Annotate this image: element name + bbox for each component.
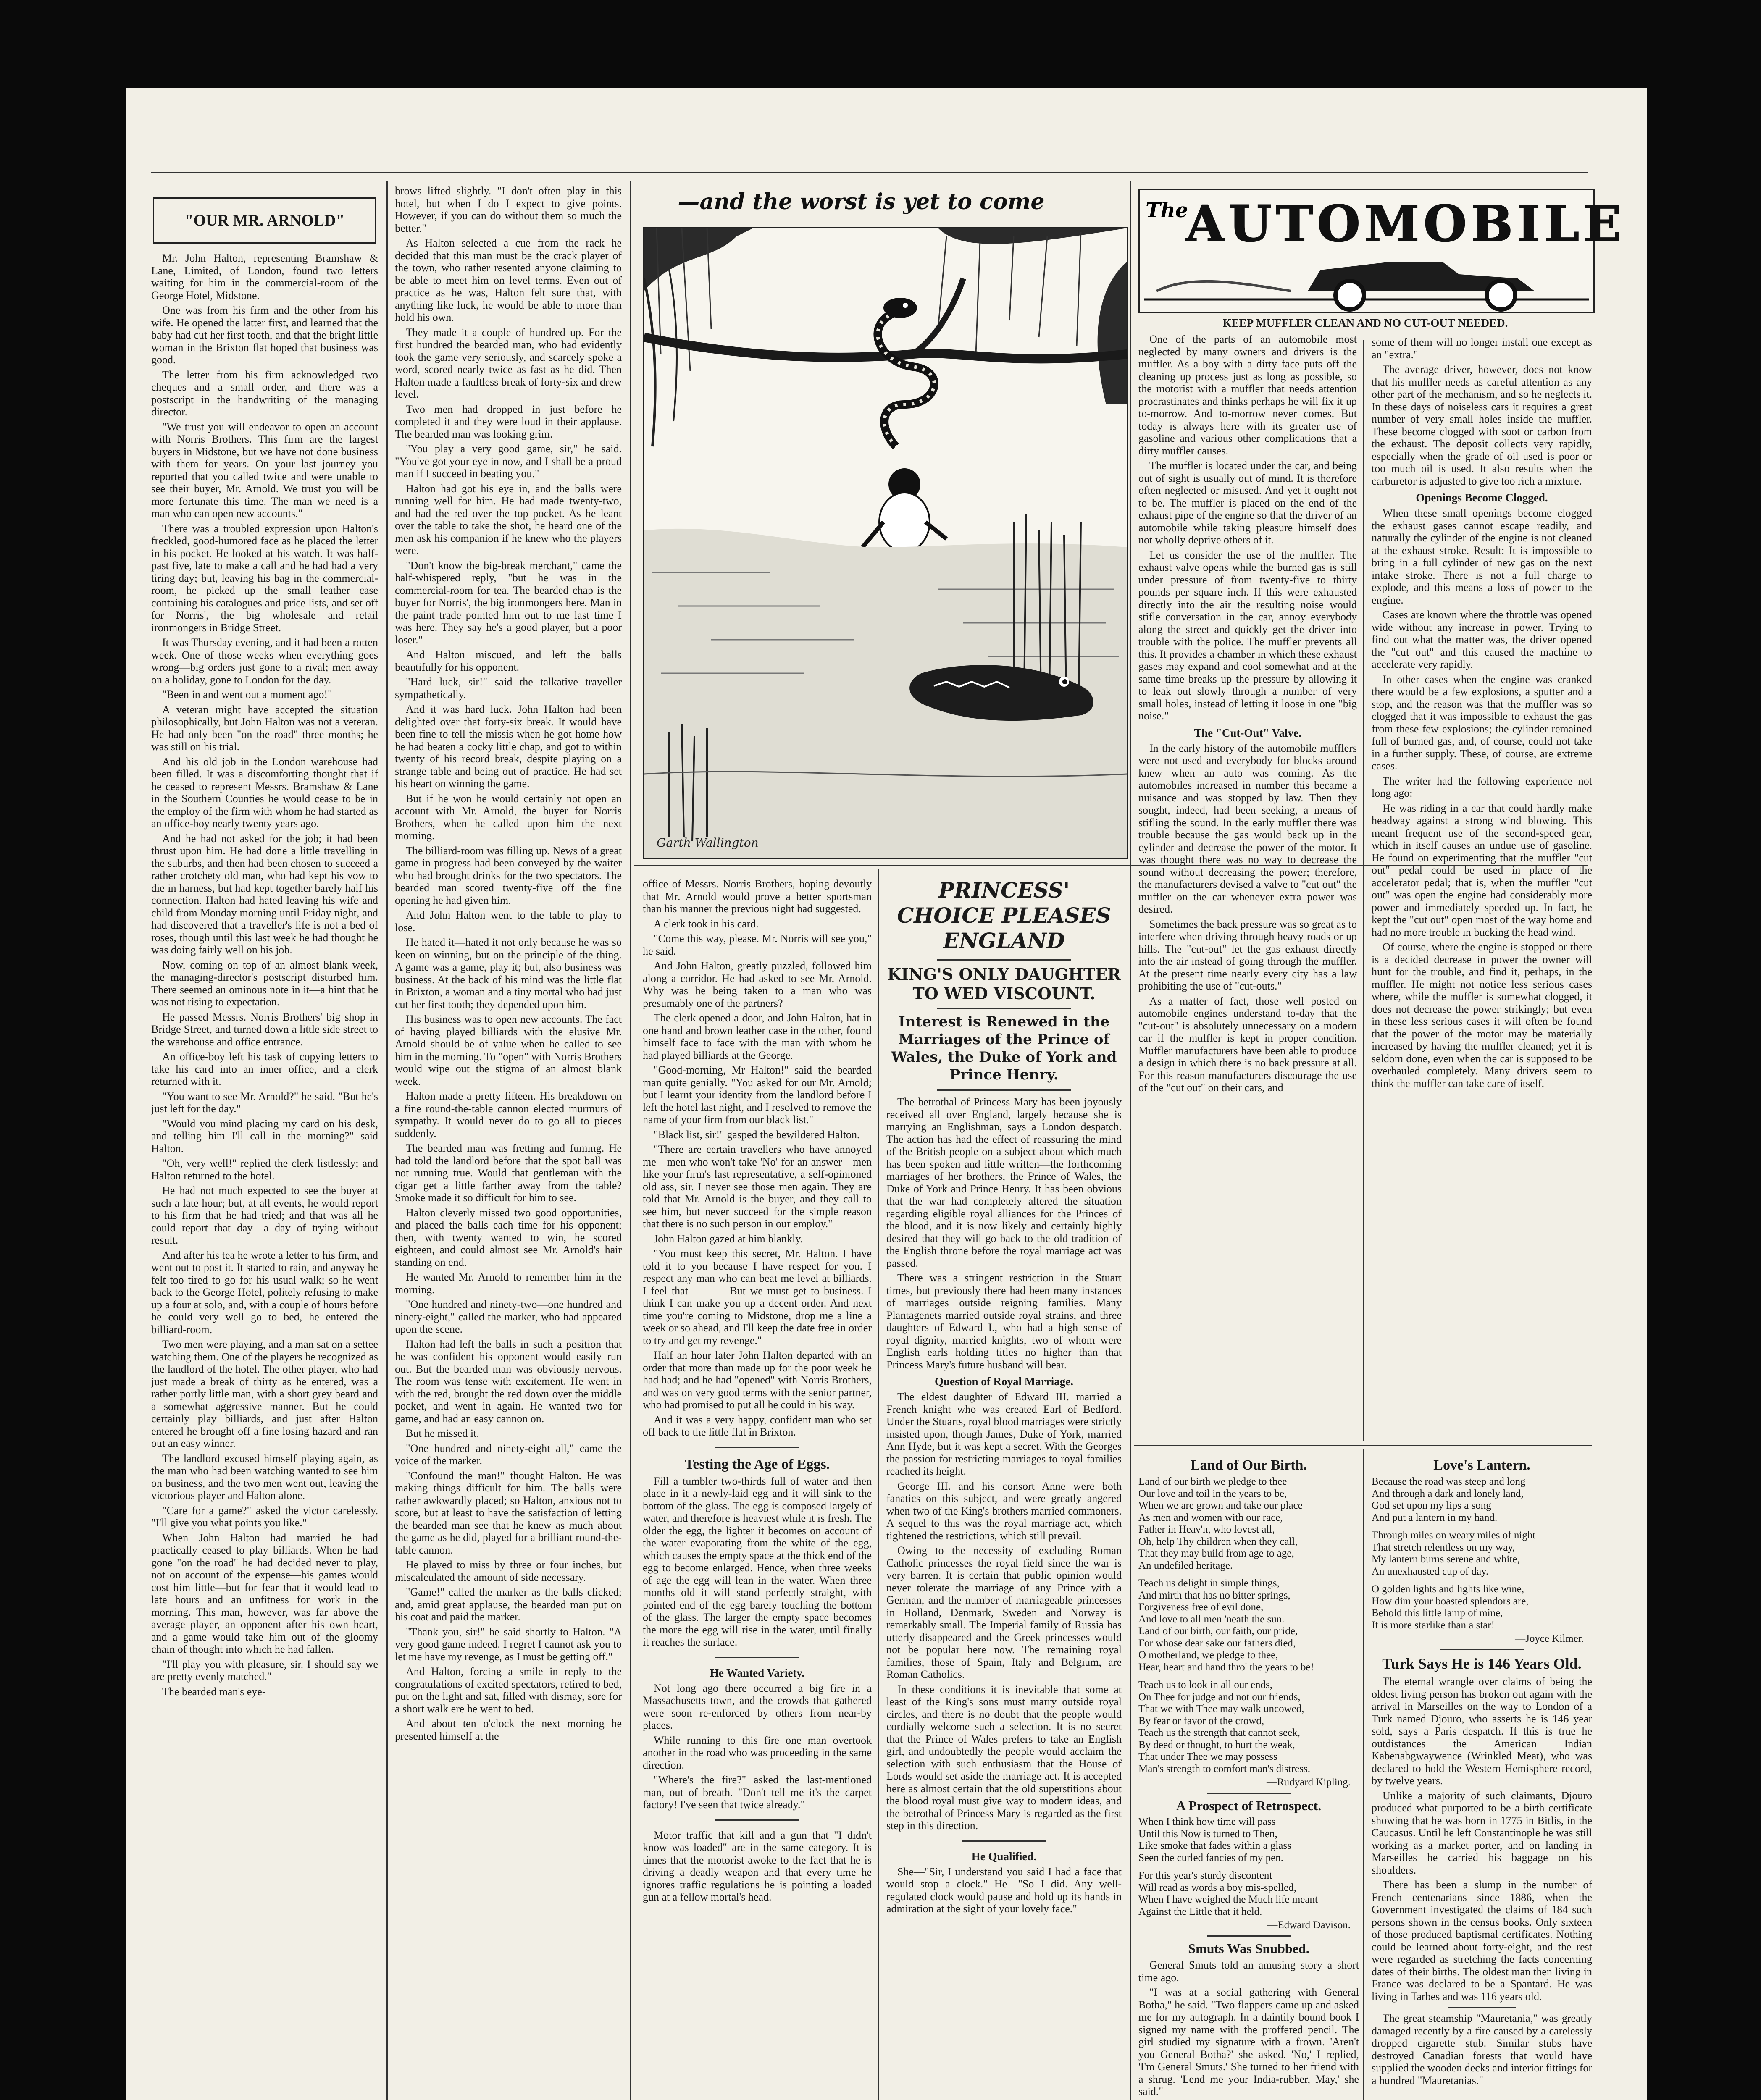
article-headline: He Qualified.: [971, 1850, 1037, 1863]
column-6-lower: [1372, 1453, 1592, 2100]
paragraph: As Halton selected a cue from the rack he decided that this man must be the crack player of the town, who rather resented anyone claiming to be able to meet him on level terms. Even out of practice as he was, Halton felt sure that, with anything like luck, he would be able to more than hold his own.: [395, 237, 622, 323]
column-4: [886, 878, 1122, 2100]
paragraph: She—"Sir, I understand you said I had a face that would stop a clock." He—"So I did. Any well-regulated clock would pause and hold up its hands in admiration at the sight of your lovely face.": [886, 1865, 1122, 1915]
headline-rule: [937, 959, 1071, 961]
headline-rule: [937, 1008, 1071, 1009]
paragraph: And he had not asked for the job; it had been thrust upon him. He had done a little travelling in the suburbs, and then had been chosen to succeed a rather crotchety old man, who had kept his vow to die in harness, but had kept together barely half his connection. Halton had hated leaving his wife and child from Monday morning until Friday night, and had discovered that a traveller's life is not a bed of roses, though until this last week he had thought he was doing fairly well on his job.: [151, 832, 378, 956]
article-variety: [643, 1682, 872, 1811]
paragraph: office of Messrs. Norris Brothers, hoping devoutly that Mr. Arnold would prove a better sportsman than his manner the previous night had suggested.: [643, 878, 872, 915]
paragraph: He played to miss by three or four inches, but miscalculated the amount of side necessary.: [395, 1559, 622, 1583]
poem-line: Land of our birth, our faith, our pride,: [1138, 1625, 1298, 1637]
poem-line: For whose dear sake our fathers died,: [1138, 1637, 1296, 1649]
paragraph: some of them will no longer install one except as an "extra.": [1372, 336, 1592, 361]
paragraph: "Where's the fire?" asked the last-mentioned man, out of breath. "Don't tell me it's the carpet factory! I've seen that twice already.": [643, 1774, 872, 1811]
paragraph: The billiard-room was filling up. News of a great game in progress had been conveyed by the waiter who had brought drinks for the two spectators. The bearded man scored twenty-five off the fine opening he had given him.: [395, 844, 622, 906]
poem-line: [1138, 1673, 1359, 1679]
paragraph: The writer had the following experience not long ago:: [1372, 774, 1592, 799]
princess-subhead: KING'S ONLY DAUGHTER TO WED VISCOUNT.: [887, 965, 1121, 1003]
paragraph: When John Halton had married he had practically ceased to play billiards. When he had gone "on the road" he had decided never to play, not on account of the expense—his games would cost him little—but for fear that it would lead to late hours and an unfitness for work in the morning. This man, however, was far above the average player, an opponent after his own heart, and a game would take him out of the gloomy chain of thought into which he had fallen.: [151, 1531, 378, 1655]
paragraph: When these small openings become clogged the exhaust gases cannot escape readily, and naturally the cylinder of the engine is not cleaned at the exhaust stroke. Result: It is impossible to bring in a full cylinder of new gas on the next intake stroke. There is not a full charge to explode, and this means a loss of power to the engine.: [1372, 507, 1592, 606]
paragraph: And it was a very happy, confident man who set off back to the little flat in Brixton.: [643, 1413, 872, 1438]
poem-line: My lantern burns serene and white,: [1372, 1554, 1520, 1565]
poem-retrospect: [1138, 1816, 1359, 1918]
poem-line: [1372, 1524, 1592, 1530]
paragraph: He hated it—hated it not only because he was so keen on winning, but on the principle of the thing. A game was a game, play it; but, also business was business. At the back of his mind was the little flat in Brixton, a woman and a tiny mortal who had just cut her first tooth; they depended upon him.: [395, 936, 622, 1011]
poem-line: O motherland, we pledge to thee,: [1138, 1649, 1278, 1661]
section-rule: [1134, 1445, 1592, 1446]
poem-line: That they may build from age to age,: [1138, 1548, 1294, 1559]
paragraph: "Care for a game?" asked the victor carelessly. "I'll give you what points you like.": [151, 1504, 378, 1529]
article-royal-marriage: [886, 1391, 1122, 1832]
headline-rule: [937, 1089, 1071, 1091]
article-turk: [1372, 1675, 1592, 2087]
article-eggs: [643, 1475, 872, 1648]
princess-deck: Interest is Renewed in the Marriages of the Prince of Wales, the Duke of York and Prince Henry.: [891, 1013, 1117, 1083]
article-smuts: [1138, 1959, 1359, 2100]
poem-line: Because the road was steep and long: [1372, 1476, 1526, 1487]
paragraph: As a matter of fact, those well posted on automobile engines understand to-day that the "cut-out" is absolutely unnecessary on a modern car if the muffler is kept in proper condition. Muffler manufacturers have been able to produce a design in which there is no back pressure at all. For this reason manufacturers discourage the use of the "cut out" on their cars, and: [1138, 995, 1357, 1094]
paragraph: "You want to see Mr. Arnold?" he said. "But he's just left for the day.": [151, 1090, 378, 1115]
poem-line: That stretch relentless on my way,: [1372, 1541, 1515, 1553]
paragraph: "You play a very good game, sir," he said. "You've got your eye in now, and I shall be a proud man if I succeed in beating you.": [395, 443, 622, 480]
paragraph: Two men were playing, and a man sat on a settee watching them. One of the players he recognized as the landlord of the hotel. The other player, who had just made a break of thirty as he entered, was a rather portly little man, with a short grey beard and a somewhat aggressive manner. But he could certainly play billiards, and just after Halton entered he brought off a fine losing hazard and ran out an easy winner.: [151, 1338, 378, 1449]
car-icon: [1140, 249, 1593, 312]
paragraph: "I was at a social gathering with General Botha," he said. "Two flappers came up and asked me for my autograph. In a daintily bound book I signed my name with the proffered pencil. The girl studied my signature with a frown. 'Aren't you General Botha?' she asked. 'No,' I replied, 'I'm General Smuts.' She turned to her friend with a shrug. 'Lend me your India-rubber, May,' she said.": [1138, 1986, 1359, 2097]
poem-line: It is more starlike than a star!: [1372, 1619, 1495, 1631]
paragraph: He had not much expected to see the buyer at such a late hour; but, at all events, he would report to his firm that he had tried; and that was all he could report that day—a day of trying without result.: [151, 1184, 378, 1246]
article-muffler-continued: [1372, 336, 1592, 487]
poem-title: A Prospect of Retrospect.: [1176, 1798, 1322, 1813]
paragraph: And John Halton, greatly puzzled, followed him along a corridor. He had asked to see Mr. Arnold. Why was he being taken to a man who was presumably one of the partners?: [643, 960, 872, 1009]
poem-line: By fear or favor of the crowd,: [1138, 1715, 1264, 1727]
paragraph: Halton cleverly missed two good opportunities, and placed the balls each time for his opponent; then, with twenty wanted to win, he scored eighteen, and could almost see Mr. Arnold's hair standing on end.: [395, 1206, 622, 1268]
article-muffler: [1138, 333, 1357, 722]
poem-line: Against the Little that it held.: [1138, 1906, 1262, 1917]
story-title-box: "OUR MR. ARNOLD": [153, 197, 376, 244]
poem-title: Land of Our Birth.: [1190, 1457, 1307, 1473]
column-rule: [878, 869, 879, 2100]
paragraph: The betrothal of Princess Mary has been joyously received all over England, largely because she is marrying an Englishman, says a London despatch. The action has had the effect of reassuring the mind of the British people on a subject about which much has been spoken and little written—the forthcoming marriages of her brothers, the Prince of Wales, the Duke of York and Prince Henry. It has been obvious that the war had completely altered the situation regarding eligible royal alliances for the Princes of the blood, and it is now likely and certainly highly desired that they will go back to the old tradition of the English throne before the royal marriage act was passed.: [886, 1096, 1122, 1269]
paragraph: "One hundred and ninety-two—one hundred and ninety-eight," called the marker, who had appeared upon the scene.: [395, 1298, 622, 1335]
paragraph: He passed Messrs. Norris Brothers' big shop in Bridge Street, and turned down a little side street to the warehouse and office entrance.: [151, 1011, 378, 1048]
paragraph: He wanted Mr. Arnold to remember him in the morning.: [395, 1271, 622, 1296]
newspaper-page: [126, 88, 1647, 2100]
column-rule: [1363, 340, 1364, 1441]
column-rule: [630, 181, 631, 2100]
poem-line: That we with Thee may walk uncowed,: [1138, 1703, 1304, 1714]
article-rule: [715, 1447, 799, 1448]
cartoon-illustration: [643, 227, 1128, 859]
article-rule: [715, 1819, 799, 1821]
paragraph: The average driver, however, does not know that his muffler needs as careful attention as any other part of the mechanism, and so he neglects it. In these days of noiseless cars it requires a great number of very small holes inside the muffler. These become clogged with soot or carbon from the exhaust. The deposit collects very rapidly, especially when the grade of oil used is poor or too much oil is used. It also results when the carburetor is adjusted to give too rich a mixture.: [1372, 363, 1592, 487]
column-2: [395, 185, 622, 2100]
paragraph: Halton had left the balls in such a position that he was confident his opponent would easily run out. But the bearded man was obviously nervous. The room was tense with excitement. He went in with the red, brought the red down over the middle pocket, and went in again. He wanted two for game, and had an easy cannon on.: [395, 1338, 622, 1425]
poem-author: —Edward Davison.: [1267, 1919, 1351, 1931]
paragraph: In these conditions it is inevitable that some at least of the King's sons must marry outside royal circles, and there is no doubt that the people would cordially welcome such a selection. It is no secret that the Prince of Wales prefers to take an English girl, and undoubtedly the people would acclaim the selection with such enthusiasm that the House of Lords would set aside the marriage act. It is accepted here as almost certain that the old superstitions about the blood royal must give way to modern ideas, and the betrothal of Princess Mary is regarded as the first step in this direction.: [886, 1683, 1122, 1832]
automobile-banner: [1138, 189, 1626, 313]
paragraph: An office-boy left his task of copying letters to take his card into an inner office, and a clerk returned with it.: [151, 1050, 378, 1087]
section-subhead: Openings Become Clogged.: [1416, 491, 1548, 504]
poem-line: Hear, heart and hand thro' the years to be!: [1138, 1661, 1314, 1673]
paragraph: In other cases when the engine was cranked there would be a few explosions, a sputter and a stop, and the reason was that the muffler was so clogged that it was impossible to exhaust the gas from these few explosions; the cylinder remained full of burned gas, and, of course, could not take in a further supply. These, of course, are extreme cases.: [1372, 673, 1592, 772]
poem-line: Seen the curled fancies of my pen.: [1138, 1852, 1284, 1864]
poem-line: Land of our birth we pledge to thee: [1138, 1476, 1287, 1487]
swamp-cartoon-drawing: [644, 228, 1127, 858]
paragraph: George III. and his consort Anne were both fanatics on this subject, and were greatly angered when two of the King's brothers married commoners. A sequel to this was the royal marriage act, which tightened the restrictions, which still prevail.: [886, 1480, 1122, 1542]
paragraph: And John Halton went to the table to play to lose.: [395, 909, 622, 934]
paragraph: General Smuts told an amusing story a short time ago.: [1138, 1959, 1359, 1984]
poem-line: That under Thee we may possess: [1138, 1751, 1277, 1762]
poem-line: An unexhausted cup of day.: [1372, 1565, 1489, 1577]
paragraph: "Been in and went out a moment ago!": [162, 688, 332, 701]
poem-line: Like smoke that fades within a glass: [1138, 1840, 1291, 1851]
poem-line: God set upon my lips a song: [1372, 1500, 1491, 1511]
paragraph: There has been a slump in the number of French centenarians since 1886, when the Government investigated the claims of 184 such persons shown in the census books. Only sixteen of those produced baptismal certificates. Nothing could be learned about forty-eight, and the rest were regarded as stretching the facts concerning dates of their births. The oldest man then living in France was declared to be a Spantard. He was living in Tarbes and was 116 years old.: [1372, 1879, 1592, 2003]
story-our-mr-arnold-part1: [151, 252, 378, 1698]
paragraph: Now, coming on top of an almost blank week, the managing-director's postscript disturbed him. There seemed an ominous note in it—a hint that he was not rising to expectation.: [151, 958, 378, 1008]
paragraph: "Hard luck, sir!" said the talkative traveller sympathetically.: [395, 676, 622, 701]
paragraph: One of the parts of an automobile most neglected by many owners and drivers is the muffler. As a boy with a dirty face puts off the cleaning up process just as long as possible, so the motorist with a muffler that needs attention procrastinates and thinks perhaps he will fix it up to-morrow. And to-morrow never comes. But today is always here with its greater use of gasoline and various other complications that a dirty muffler causes.: [1138, 333, 1357, 457]
poem-author: —Joyce Kilmer.: [1515, 1633, 1584, 1644]
poem-line: And mirth that has no bitter springs,: [1138, 1589, 1291, 1601]
poem-line: [1138, 1864, 1359, 1870]
poem-author: —Rudyard Kipling.: [1267, 1777, 1351, 1788]
poem-line: Oh, help Thy children when they call,: [1138, 1536, 1298, 1547]
paragraph: "Come this way, please. Mr. Norris will see you," he said.: [643, 932, 872, 957]
paragraph: The eldest daughter of Edward III. married a French knight who was created Earl of Bedford. Under the Stuarts, royal blood marriages were strictly insisted upon, though James, Duke of York, married Ann Hyde, but it was kept a secret. With the Georges the passion for restricting marriages to royal families reached its height.: [886, 1391, 1122, 1477]
paragraph: "There are certain travellers who have annoyed me—men who won't take 'No' for an answer—men like your firm's last representative, a self-opinioned old ass, sir. I never see those men again. They are told that Mr. Arnold is the buyer, and they call to see him, but never succeed for the simple reason that there is no such person in our employ.": [643, 1143, 872, 1230]
paragraph: Mr. John Halton, representing Bramshaw & Lane, Limited, of London, found two letters waiting for him in the commercial-room of the George Hotel, Midstone.: [151, 252, 378, 302]
article-rule: [962, 1840, 1046, 1842]
poem-line: And love to all men 'neath the sun.: [1138, 1613, 1285, 1625]
paragraph: His business was to open new accounts. The fact of having played billiards with the elusive Mr. Arnold should be of value when he called to see him in the morning. To "open" with Norris Brothers would wipe out the stigma of an almost blank week.: [395, 1013, 622, 1087]
column-5-lower: [1138, 1453, 1359, 2100]
poem-line: An undefiled heritage.: [1138, 1559, 1233, 1571]
paragraph: "You must keep this secret, Mr. Halton. I have told it to you because I have respect for you. I respect any man who can beat me level at billiards. I feel that ——— But we must get to business. I think I can make you up a decent order. And next time you're coming to Midstone, drop me a line a week or so ahead, and I'll keep the date free in order to try and get my revenge.": [643, 1247, 872, 1347]
cartoon-caption: —and the worst is yet to come: [678, 189, 1045, 215]
paragraph: The letter from his firm acknowledged two cheques and a small order, and there was a postscript in the handwriting of the managing director.: [151, 368, 378, 418]
article-qualified: [886, 1866, 1122, 1915]
paragraph: Fill a tumbler two-thirds full of water and then place in it a newly-laid egg and it will sink to the bottom of the glass. The egg is composed largely of water, and therefore is heaviest while it is fresh. The older the egg, the lighter it becomes on account of the water evaporating from the white of the egg, which causes the empty space at the thick end of the egg to become enlarged. Hence, when three weeks of age the egg will lean in the water. When three months old it will stand perfectly straight, with pointed end of the egg barely touching the bottom of the glass. The larger the empty space becomes the more the egg will rise in the water, until finally it reaches the surface.: [643, 1475, 872, 1648]
section-subhead: The "Cut-Out" Valve.: [1194, 726, 1301, 739]
paragraph: While running to this fire one man overtook another in the road who was proceeding in the same direction.: [643, 1734, 872, 1771]
paragraph: Halton made a pretty fifteen. His breakdown on a fine round-the-table cannon elected murmurs of sympathy. It would never do to go all to pieces suddenly.: [395, 1090, 622, 1139]
poem-line: Forgiveness free of evil done,: [1138, 1601, 1264, 1613]
column-6: [1372, 336, 1592, 1428]
paragraph: The bearded man's eye-: [162, 1685, 266, 1698]
paragraph: "Black list, sir!" gasped the bewildered Halton.: [654, 1128, 860, 1141]
top-rule: [151, 172, 1588, 173]
paragraph: "Oh, very well!" replied the clerk listlessly; and Halton returned to the hotel.: [151, 1157, 378, 1182]
poem-line: How dim your boasted splendors are,: [1372, 1595, 1529, 1607]
paragraph: Not long ago there occurred a big fire in a Massachusetts town, and the crowds that gathered were soon re-enforced by others from near-by places.: [643, 1682, 872, 1731]
paragraph: Half an hour later John Halton departed with an order that more than made up for the poor week he had had; and he had "opened" with Norris Brothers, and was on very good terms with the senior partner, who had promised to put all he could in his way.: [643, 1349, 872, 1411]
paragraph: Unlike a majority of such claimants, Djouro produced what purported to be a birth certificate showing that he was born in 1775 in Bitlis, in the Caucasus. Until he left Constantinople he was still working as a market porter, and on landing in Marseilles he carried his baggage on his shoulders.: [1372, 1789, 1592, 1876]
paragraph: Cases are known where the throttle was opened wide without any increase in power. Trying to find out what the matter was, the driver opened the "cut out" and this caused the machine to accelerate very rapidly.: [1372, 609, 1592, 670]
story-our-mr-arnold-part2: [395, 185, 622, 1742]
princess-headline: PRINCESS' CHOICE PLEASES ENGLAND: [897, 878, 1111, 953]
paragraph: There was a troubled expression upon Halton's freckled, good-humored face as he placed the letter in his pocket. He looked at his watch. It was half-past five, late to make a call and he had had a very tiring day; but, leaving his bag in the commercial-room, he picked up the small leather case containing his catalogues and price lists, and set off for Norris', the big wholesale and retail ironmongers in Bridge Street.: [151, 522, 378, 634]
paragraph: "Confound the man!" thought Halton. He was making things difficult for him. The balls were rather awkwardly placed; so Halton, anxious not to score, but at least to have the satisfaction of letting the bearded man see that he knew as much about the game as he did, played for a brilliant round-the-table cannon.: [395, 1469, 622, 1556]
paragraph: The landlord excused himself playing again, as the man who had been watching wanted to see him on business, and the two men went out, leaving the victorious player and Halton alone.: [151, 1452, 378, 1502]
paragraph: John Halton gazed at him blankly.: [654, 1232, 803, 1245]
paragraph: And his old job in the London warehouse had been filled. It was a discomforting thought that if he ceased to represent Messrs. Bramshaw & Lane in the Southern Counties he would cease to be in the employ of the firm with whom he had started as an office-boy nearly twenty years ago.: [151, 755, 378, 830]
poem-line: Father in Heav'n, who lovest all,: [1138, 1524, 1275, 1535]
poem-line: Teach us the strength that cannot seek,: [1138, 1727, 1300, 1738]
paragraph: But if he won he would certainly not open an account with Mr. Arnold, the buyer for Norris Brothers, when he called upon him the next morning.: [395, 792, 622, 842]
poem-line: Our love and toil in the years to be,: [1138, 1488, 1287, 1499]
paragraph: And Halton miscued, and left the balls beautifully for his opponent.: [395, 648, 622, 673]
paragraph: A clerk took in his card.: [654, 917, 759, 930]
poem-line: Will read as words a boy mis-spelled,: [1138, 1882, 1296, 1893]
cartoon-signature: Garth Wallington: [657, 836, 759, 850]
poem-land-of-our-birth: [1138, 1476, 1359, 1775]
paragraph: It was Thursday evening, and it had been a rotten week. One of those weeks when everything goes wrong—big orders just gone to a rival; men away on a holiday, gone to London for the day.: [151, 636, 378, 686]
article-motor: [643, 1829, 872, 1903]
article-rule: [1440, 1649, 1524, 1650]
poem-line: For this year's sturdy discontent: [1138, 1870, 1272, 1881]
paragraph: Motor traffic that kill and a gun that "I didn't know was loaded" are in the same category. It is times that the motorist awoke to the fact that he is driving a deadly weapon and that every time he ignores traffic regulations he is pointing a loaded gun at a fellow mortal's head.: [643, 1829, 872, 1903]
paragraph: "Good-morning, Mr Halton!" said the bearded man quite genially. "You asked for our Mr. Arnold; but I learnt your identity from the landlord before I left the hotel last night, and I resolved to remove the name of your firm from our black list.": [643, 1064, 872, 1126]
paragraph: The bearded man was fretting and fuming. He had told the landlord before that the spot ball was not running true. Would that gentleman with the cigar get a little farther away from the table? Smoke made it so difficult for him to see.: [395, 1142, 622, 1204]
poem-line: Man's strength to comfort man's distress.: [1138, 1763, 1310, 1774]
paragraph: One was from his firm and the other from his wife. He opened the latter first, and learned that the baby had cut her first tooth, and that the bright little woman in the Brixton flat hoped that business was good.: [151, 304, 378, 366]
paragraph: He was riding in a car that could hardly make headway against a strong wind blowing. This meant frequent use of the second-speed gear, which in itself causes an undue use of gasoline. He found on experimenting that the muffler "cut out" pedal could be used in place of the accelerator pedal; that is, when the muffler "cut out" was open the engine had considerably more power and immediately speeded up. In fact, he kept the "cut out" open most of the way home and had no more trouble in bucking the head wind.: [1372, 802, 1592, 938]
paragraph: Halton had got his eye in, and the balls were running well for him. He had made twenty-two, and had the red over the top pocket. As he leant over the table to take the shot, he heard one of the men ask his companion if he knew who the players were.: [395, 482, 622, 556]
paragraph: But he missed it.: [406, 1427, 479, 1439]
paragraph: "Would you mind placing my card on his desk, and telling him I'll call in the morning?" said Halton.: [151, 1117, 378, 1155]
paragraph: Let us consider the use of the muffler. The exhaust valve opens while the burned gas is still under pressure of from twenty-five to thirty pounds per square inch. If this were exhausted directly into the air the resulting noise would stifle conversation in the car, annoy everybody along the street and quickly get the driver into trouble with the police. The muffler prevents all this. It provides a chamber in which these exhaust gases may expand and cool somewhat and at the same time breaks up the pressure by allowing it to leak out slowly through a number of very small holes, instead of letting it loose in one "big noise.": [1138, 549, 1357, 722]
automobile-title: AUTOMOBILE: [1186, 194, 1626, 253]
section-subhead: Question of Royal Marriage.: [935, 1375, 1073, 1388]
column-rule: [386, 181, 388, 2100]
paragraph: "Don't know the big-break merchant," came the half-whispered reply, "but he was in the commercial-room for tea. The bearded chap is the buyer for Norris', the big ironmongers here. Man in the paint trade pointed him out to me last time I was here. They say he's a good player, but a poor loser.": [395, 559, 622, 646]
poem-line: Teach us to look in all our ends,: [1138, 1679, 1273, 1690]
paragraph: "I'll play you with pleasure, sir. I should say we are pretty evenly matched.": [151, 1658, 378, 1683]
article-rule: [1207, 1793, 1291, 1794]
paragraph: Two men had dropped in just before he completed it and they were loud in their applause. The bearded man was looking grim.: [395, 403, 622, 440]
article-rule: [715, 1657, 799, 1658]
poem-line: Behold this little lamp of mine,: [1372, 1607, 1503, 1619]
poem-line: By deed or thought, to hurt the weak,: [1138, 1739, 1295, 1751]
article-openings: [1372, 507, 1592, 1089]
poem-line: When I have weighed the Much life meant: [1138, 1894, 1318, 1905]
paragraph: "Game!" called the marker as the balls clicked; and, amid great applause, the bearded man put on his coat and paid the marker.: [395, 1586, 622, 1623]
paragraph: "Thank you, sir!" he said shortly to Halton. "A very good game indeed. I regret I cannot ask you to let me have my revenge, as I must be getting off.": [395, 1625, 622, 1663]
paragraph: The eternal wrangle over claims of being the oldest living person has broken out again with the arrival in Marseilles on the way to London of a Turk named Djouro, who asserts he is 146 year sold, says a Paris despatch. If this is true he outdistances the American Indian Kabenabgwaywence (Wrinkled Meat), who was declared to hold the Western Hemisphere record, by twelve years.: [1372, 1675, 1592, 1787]
poem-line: On Thee for judge and not our friends,: [1138, 1691, 1301, 1703]
poem-loves-lantern: [1372, 1476, 1592, 1631]
paragraph: The muffler is located under the car, and being out of sight is usually out of mind. It is therefore often neglected or misused. And yet it ought not to be. The muffler is placed on the end of the exhaust pipe of the engine so that the driver of an automobile while taking pleasure himself does not wholly deprive others of it.: [1138, 459, 1357, 546]
paragraph: They made it a couple of hundred up. For the first hundred the bearded man, who had evidently took the game very seriously, and scarcely spoke a word, scored nearly twice as fast as he did. Then Halton made a faultless break of forty-six and drew level.: [395, 326, 622, 400]
article-cut-out: [1138, 742, 1357, 1094]
paragraph: A veteran might have accepted the situation philosophically, but John Halton was not a veteran. He had only been "on the road" three months; he was still on his trial.: [151, 703, 378, 753]
column-3: [643, 878, 872, 2100]
poem-line: Until this Now is turned to Then,: [1138, 1828, 1277, 1840]
article-headline: Smuts Was Snubbed.: [1188, 1941, 1309, 1956]
paragraph: "One hundred and ninety-eight all," came the voice of the marker.: [395, 1442, 622, 1467]
automobile-subhead: KEEP MUFFLER CLEAN AND NO CUT-OUT NEEDED.: [1222, 317, 1508, 329]
column-1: [151, 185, 378, 2100]
poem-line: [1138, 1572, 1359, 1578]
paragraph: brows lifted slightly. "I don't often play in this hotel, but when I do I expect to give points. However, if you can do without them so much the better.": [395, 185, 622, 234]
paragraph: Owing to the necessity of excluding Roman Catholic princesses the royal field since the war is very barren. It is certain that public opinion would never tolerate the marriage of any Prince with a German, and the number of marriageable princesses in Holland, Denmark, Sweden and Norway is remarkably small. The Imperial family of Russia has utterly disappeared and the Greek princesses would not be popular here now. The remaining royal families, those of Spain, Italy and Belgium, are Roman Catholics.: [886, 1544, 1122, 1680]
poem-line: When we are grown and take our place: [1138, 1500, 1303, 1511]
poem-line: As men and women with our race,: [1138, 1512, 1283, 1523]
article-rule: [1448, 2007, 1516, 2008]
poem-line: O golden lights and lights like wine,: [1372, 1583, 1524, 1595]
column-rule: [1130, 181, 1131, 2100]
paragraph: And about ten o'clock the next morning he presented himself at the: [395, 1717, 622, 1742]
article-princess: [886, 1096, 1122, 1371]
story-our-mr-arnold-part3: [643, 878, 872, 1438]
paragraph: The clerk opened a door, and John Halton, hat in one hand and brown leather case in the other, found himself face to face with the man with whom he had played billiards at the George.: [643, 1012, 872, 1061]
poem-line: When I think how time will pass: [1138, 1816, 1276, 1827]
paragraph: Of course, where the engine is stopped or there is a decided decrease in power the owner will hunt for the trouble, and find it, perhaps, in the muffler. He might not notice less serious cases where, while the muffler is somewhat clogged, it does not decrease the power strikingly; but even in these less serious cases it will often be found that the power of the motor may be materially increased by having the muffler cleaned; yet it is seldom done, even when the car is supposed to be overhauled completely. Many drivers seem to think the muffler can take care of itself.: [1372, 941, 1592, 1089]
poem-title: Love's Lantern.: [1433, 1457, 1530, 1473]
poem-line: [1372, 1578, 1592, 1583]
automobile-title-prefix: The: [1146, 199, 1188, 222]
article-headline: Testing the Age of Eggs.: [684, 1456, 830, 1472]
paragraph: The great steamship "Mauretania," was greatly damaged recently by a fire caused by a carelessly dropped cigarette stub. Similar stubs have destroyed Canadian forests that would have supplied the wooden decks and interior fittings for a hundred "Mauretanias.": [1372, 2012, 1592, 2087]
article-rule: [1207, 1935, 1291, 1937]
article-headline: He Wanted Variety.: [710, 1666, 805, 1679]
paragraph: And after his tea he wrote a letter to his firm, and went out to post it. It started to rain, and anyway he felt too tired to go for his usual walk; so he went back to the George Hotel, politely refusing to make up a four at solo, and, with a couple of hours before he could very well go to bed, he entered the billiard-room.: [151, 1249, 378, 1336]
paragraph: And Halton, forcing a smile in reply to the congratulations of excited spectators, retired to bed, put on the light and sat, filled with dismay, sore for a short walk ere he went to bed.: [395, 1665, 622, 1715]
poem-line: Teach us delight in simple things,: [1138, 1578, 1280, 1589]
paragraph: In the early history of the automobile mufflers were not used and everybody for blocks around knew when an auto was coming. As the automobiles increased in number this became a nuisance and was stopped by law. Then they sought, indeed, had been seeking, a means of stifling the sound. In the early muffler there was trouble because the gas would back up in the cylinder and decrease the power of the motor. It was thought there was no way to decrease the sound without decreasing the power; therefore, the manufacturers devised a valve to "cut out" the muffler on the car whenever extra power was desired.: [1138, 742, 1357, 915]
article-headline: Turk Says He is 146 Years Old.: [1382, 1655, 1582, 1672]
paragraph: And it was hard luck. John Halton had been delighted over that forty-six break. It would have been fine to tell the missis when he got home how he had beaten a cocky little chap, and got to within twenty of his record break, despite playing on a strange table and being out of practice. He had set his heart on winning the game.: [395, 703, 622, 790]
poem-line: Through miles on weary miles of night: [1372, 1530, 1536, 1541]
column-rule: [1363, 1449, 1364, 2100]
paragraph: There was a stringent restriction in the Stuart times, but previously there had been many instances of marriages outside reigning families. Many Plantagenets married outside royal strains, and three daughters of Edward I., who had a high sense of royal dignity, married knights, two of whom were English earls holding titles no higher than that Princess Mary's future husband will bear.: [886, 1272, 1122, 1371]
poem-line: And through a dark and lonely land,: [1372, 1488, 1524, 1499]
paragraph: "We trust you will endeavor to open an account with Norris Brothers. This firm are the largest buyers in Midstone, but we have not done business with them for years. On your last journey you reported that you called twice and were unable to see their buyer, Mr. Arnold. We trust you will be more fortunate this time. The man we need is a man who can open new accounts.": [151, 420, 378, 520]
paragraph: Sometimes the back pressure was so great as to interfere when driving through heavy roads or up hills. The "cut-out" let the gas exhaust directly into the air instead of going through the muffler. At the present time nearly every city has a law prohibiting the use of "cut-outs.": [1138, 918, 1357, 992]
poem-line: And put a lantern in my hand.: [1372, 1512, 1498, 1523]
